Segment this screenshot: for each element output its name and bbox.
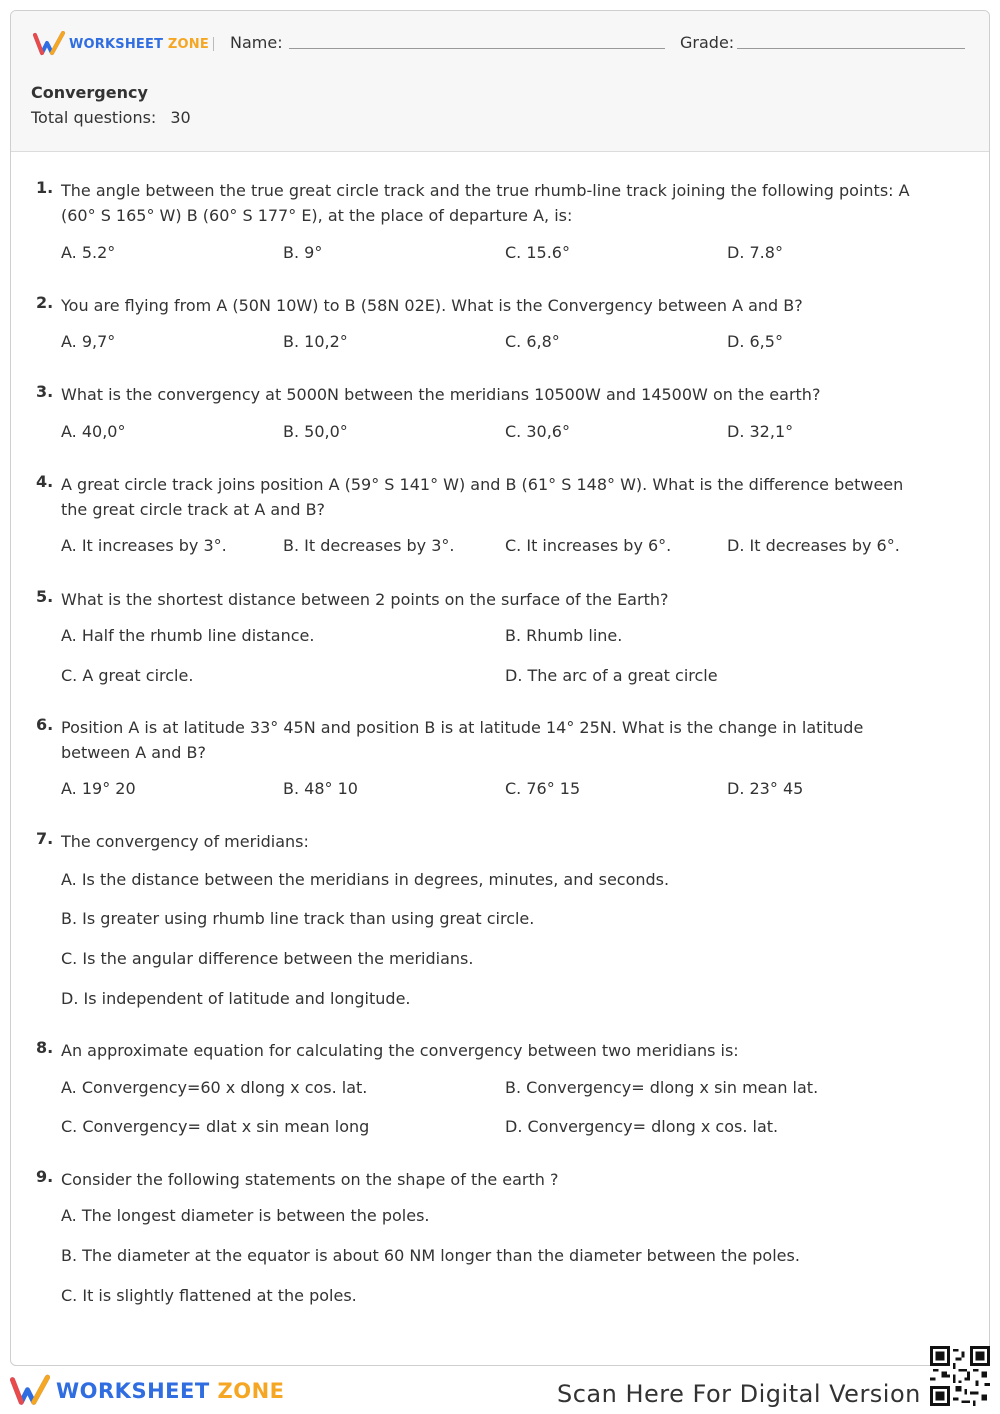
answer-option[interactable]: A. 9,7° xyxy=(61,332,116,351)
question-text: You are flying from A (50N 10W) to B (58N 02E). What is the Convergency between A and B? xyxy=(61,296,803,315)
question-number: 9. xyxy=(36,1167,54,1186)
worksheet-title: Convergency xyxy=(31,83,148,102)
answer-option[interactable]: B. Rhumb line. xyxy=(505,626,623,645)
answer-option[interactable]: D. 7.8° xyxy=(727,243,783,262)
name-field[interactable] xyxy=(289,48,665,49)
answer-option[interactable]: B. 50,0° xyxy=(283,422,348,441)
answer-option[interactable]: A. It increases by 3°. xyxy=(61,536,227,555)
answer-option[interactable]: D. 6,5° xyxy=(727,332,783,351)
answer-option[interactable]: C. Convergency= dlat x sin mean long xyxy=(61,1117,370,1136)
grade-field[interactable] xyxy=(737,48,965,49)
total-questions-value: 30 xyxy=(170,108,191,127)
answer-option[interactable]: B. It decreases by 3°. xyxy=(283,536,455,555)
answer-option[interactable]: D. It decreases by 6°. xyxy=(727,536,900,555)
answer-option[interactable]: C. Is the angular difference between the meridians. xyxy=(61,949,474,968)
grade-label: Grade: xyxy=(680,33,735,52)
question-text: Position A is at latitude 33° 45N and position B is at latitude 14° 25N. What is the change in latitude between A and B? xyxy=(61,718,864,762)
total-questions-label: Total questions: xyxy=(31,108,157,127)
question-text: Consider the following statements on the shape of the earth ? xyxy=(61,1170,559,1189)
answer-option[interactable]: A. Half the rhumb line distance. xyxy=(61,626,315,645)
answer-option[interactable]: B. 9° xyxy=(283,243,323,262)
answer-option[interactable]: A. 19° 20 xyxy=(61,779,136,798)
answer-option[interactable]: A. Is the distance between the meridians in degrees, minutes, and seconds. xyxy=(61,870,670,889)
worksheetzone-logo-icon xyxy=(33,31,65,57)
answer-option[interactable]: D. Convergency= dlong x cos. lat. xyxy=(505,1117,779,1136)
qr-code-icon[interactable] xyxy=(930,1346,990,1406)
answer-option[interactable]: D. Is independent of latitude and longitude. xyxy=(61,989,411,1008)
question-text: An approximate equation for calculating the convergency between two meridians is: xyxy=(61,1041,739,1060)
footer-brand-name xyxy=(56,1379,285,1403)
question-number: 5. xyxy=(36,587,54,606)
answer-option[interactable]: A. 5.2° xyxy=(61,243,116,262)
total-questions xyxy=(31,108,191,127)
question-number: 7. xyxy=(36,829,54,848)
answer-option[interactable]: D. 32,1° xyxy=(727,422,794,441)
footer-brand-part1: WORKSHEET xyxy=(56,1379,210,1403)
answer-option[interactable]: C. 15.6° xyxy=(505,243,570,262)
answer-option[interactable]: C. 6,8° xyxy=(505,332,560,351)
answer-option[interactable]: B. Is greater using rhumb line track than using great circle. xyxy=(61,909,535,928)
question-number: 3. xyxy=(36,382,54,401)
brand-part1: WORKSHEET xyxy=(69,36,164,52)
answer-option[interactable]: B. Convergency= dlong x sin mean lat. xyxy=(505,1078,819,1097)
question-text: The angle between the true great circle track and the true rhumb-line track joining the following points: A (60° S 165° W) B (60° S 177° E), at the place of departure A, is: xyxy=(61,181,910,225)
brand-logo[interactable] xyxy=(33,31,209,57)
footer-brand-part2: ZONE xyxy=(217,1379,285,1403)
answer-option[interactable]: C. A great circle. xyxy=(61,666,194,685)
worksheetzone-logo-icon xyxy=(10,1374,50,1408)
answer-option[interactable]: C. 30,6° xyxy=(505,422,570,441)
question-text: What is the convergency at 5000N between the meridians 10500W and 14500W on the earth? xyxy=(61,385,821,404)
answer-option[interactable]: A. The longest diameter is between the poles. xyxy=(61,1206,430,1225)
question-number: 8. xyxy=(36,1038,54,1057)
answer-option[interactable]: B. 10,2° xyxy=(283,332,348,351)
question-text: A great circle track joins position A (59° S 141° W) and B (61° S 148° W). What is the difference between the great circle track at A and B? xyxy=(61,475,904,519)
question-number: 2. xyxy=(36,293,54,312)
question-number: 1. xyxy=(36,178,54,197)
worksheet xyxy=(10,10,990,1366)
question-text: The convergency of meridians: xyxy=(61,832,309,851)
name-label: Name: xyxy=(230,33,283,52)
brand-name xyxy=(69,37,209,52)
question-number: 4. xyxy=(36,472,54,491)
scan-instruction: Scan Here For Digital Version xyxy=(557,1380,921,1408)
brand-part2: ZONE xyxy=(167,36,209,52)
answer-option[interactable]: C. It increases by 6°. xyxy=(505,536,672,555)
answer-option[interactable]: D. 23° 45 xyxy=(727,779,804,798)
header-divider xyxy=(213,37,214,51)
question-number: 6. xyxy=(36,715,54,734)
worksheet-header xyxy=(11,11,989,152)
answer-option[interactable]: B. 48° 10 xyxy=(283,779,358,798)
answer-option[interactable]: C. 76° 15 xyxy=(505,779,581,798)
question-text: What is the shortest distance between 2 points on the surface of the Earth? xyxy=(61,590,669,609)
answer-option[interactable]: A. 40,0° xyxy=(61,422,126,441)
answer-option[interactable]: D. The arc of a great circle xyxy=(505,666,718,685)
answer-option[interactable]: C. It is slightly flattened at the poles. xyxy=(61,1286,357,1305)
answer-option[interactable]: B. The diameter at the equator is about 60 NM longer than the diameter between the poles. xyxy=(61,1246,800,1265)
footer-brand-logo[interactable] xyxy=(10,1374,285,1408)
answer-option[interactable]: A. Convergency=60 x dlong x cos. lat. xyxy=(61,1078,368,1097)
